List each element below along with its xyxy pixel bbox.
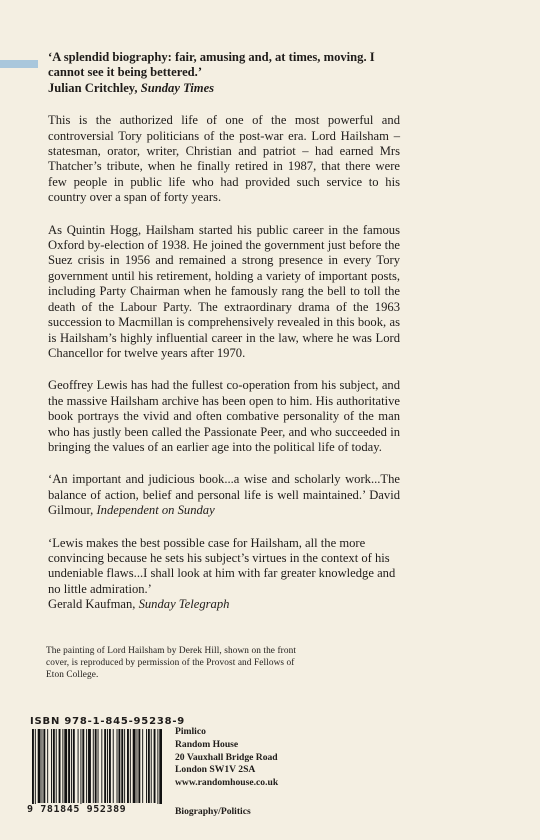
barcode <box>30 729 162 815</box>
barcode-bar <box>53 729 55 803</box>
back-cover-text <box>48 50 400 630</box>
barcode-bar <box>98 729 99 803</box>
barcode-bar <box>151 729 152 803</box>
quote-2-source: Independent on Sunday <box>96 503 215 518</box>
barcode-bar <box>107 729 108 803</box>
accent-bar <box>0 60 38 68</box>
barcode-bar <box>78 729 79 803</box>
quote-3-attribution <box>48 597 400 612</box>
isbn-label: ISBN 978-1-845-95238-9 <box>30 716 186 727</box>
barcode-bar <box>43 729 45 803</box>
review-quote-3 <box>48 536 400 613</box>
barcode-bar <box>137 729 138 803</box>
barcode-bar <box>142 729 143 803</box>
barcode-bar <box>82 729 84 803</box>
barcode-bar <box>56 729 57 803</box>
quote-1-attribution <box>48 81 400 96</box>
quote-2-text: ‘An important and judicious book...a wise and scholarly work...The balance of action, belief and personal life is well maintained.’ David Gilmour, <box>48 472 400 518</box>
quote-1-source: Sunday Times <box>140 80 215 95</box>
barcode-bar <box>80 729 81 815</box>
barcode-bar <box>104 729 106 803</box>
barcode-digits: 9 781845 952389 <box>27 804 167 815</box>
barcode-bar <box>146 729 147 803</box>
barcode-bar <box>68 729 70 803</box>
barcode-bar <box>88 729 91 803</box>
barcode-bar <box>51 729 52 803</box>
barcode-bar <box>109 729 111 803</box>
quote-1-author: Julian Critchley, <box>48 80 138 95</box>
barcode-bar <box>118 729 120 803</box>
description-paragraph-2: As Quintin Hogg, Hailsham started his public career in the famous Oxford by-election of 1938. He joined the government just before the Suez crisis in 1956 and remained a strong presence in every Tory government until his retirement, holding a variety of important posts, including Party Chairman when he famously rang the bell to toll the death of the Labour Party. The extraordinary drama of the 1963 succession to Macmillan is comprehensively revealed in this book, as is Hailsham’s highly influential career in the law, where he was Lord Chancellor for twelve years after 1970. <box>48 222 400 360</box>
barcode-bar <box>138 729 140 803</box>
barcode-bar <box>93 729 94 803</box>
barcode-bar <box>159 729 162 815</box>
barcode-bar <box>32 729 34 815</box>
barcode-bar <box>133 729 136 803</box>
quote-1-text: ‘A splendid biography: fair, amusing and, at times, moving. I cannot see it being bettered.’ <box>48 50 375 80</box>
barcode-bar <box>101 729 102 803</box>
barcode-bar <box>95 729 97 803</box>
barcode-bar <box>42 729 43 803</box>
review-quote-2 <box>48 472 400 518</box>
description-paragraph-1: This is the authorized life of one of the most powerful and controversial Tory politicians of the post-war era. Lord Hailsham – statesman, orator, writer, Christian and patriot – had earned Mrs Thatcher’s tribute, when he finally retired in 1987, that there were few people in public life who had provided such service to his country over a span of forty years. <box>48 113 400 205</box>
barcode-bar <box>64 729 67 803</box>
barcode-bar <box>73 729 75 803</box>
barcode-bar <box>35 729 36 815</box>
barcode-bar <box>130 729 131 803</box>
barcode-bar <box>38 729 41 803</box>
barcode-bar <box>71 729 72 803</box>
barcode-bar <box>154 729 156 803</box>
publisher-imprint: Pimlico <box>175 726 206 737</box>
book-category: Biography/Politics <box>175 806 251 817</box>
quote-3-source: Sunday Telegraph <box>138 597 230 612</box>
publisher-city: London SW1V 2SA <box>175 764 256 776</box>
publisher-street: 20 Vauxhall Bridge Road <box>175 751 278 763</box>
barcode-bar <box>62 729 63 803</box>
quote-3-text: ‘Lewis makes the best possible case for Hailsham, all the more convincing because he sets his subject’s virtues in the context of his undeniable flaws...I shall look at him with far greater knowledge and no little admiration.’ <box>48 535 396 596</box>
barcode-bar <box>127 729 129 803</box>
barcode-bar <box>47 729 48 803</box>
barcode-bar <box>124 729 125 803</box>
barcode-bar <box>86 729 87 803</box>
barcode-bar <box>157 729 158 815</box>
barcode-bar <box>148 729 150 803</box>
barcode-bar <box>121 729 123 803</box>
barcode-bar <box>113 729 114 803</box>
barcode-bar <box>117 729 118 803</box>
barcode-bar <box>59 729 61 803</box>
quote-3-author: Gerald Kaufman, <box>48 597 136 612</box>
publisher-address <box>175 726 278 790</box>
review-quote-1 <box>48 50 400 96</box>
description-paragraph-3: Geoffrey Lewis has had the fullest co-operation from his subject, and the massive Hailsham archive has been open to him. His authoritative book portrays the vivid and often combative personality of the man who has justly been called the Passionate Peer, and who succeeded in bringing the values of an earlier age into the political life of today. <box>48 378 400 454</box>
publisher-website: www.randomhouse.co.uk <box>175 777 279 789</box>
publisher-name: Random House <box>175 738 239 750</box>
cover-credit-note: The painting of Lord Hailsham by Derek Hill, shown on the front cover, is reproduced by permission of the Provost and Fellows of Eton College. <box>46 646 297 680</box>
